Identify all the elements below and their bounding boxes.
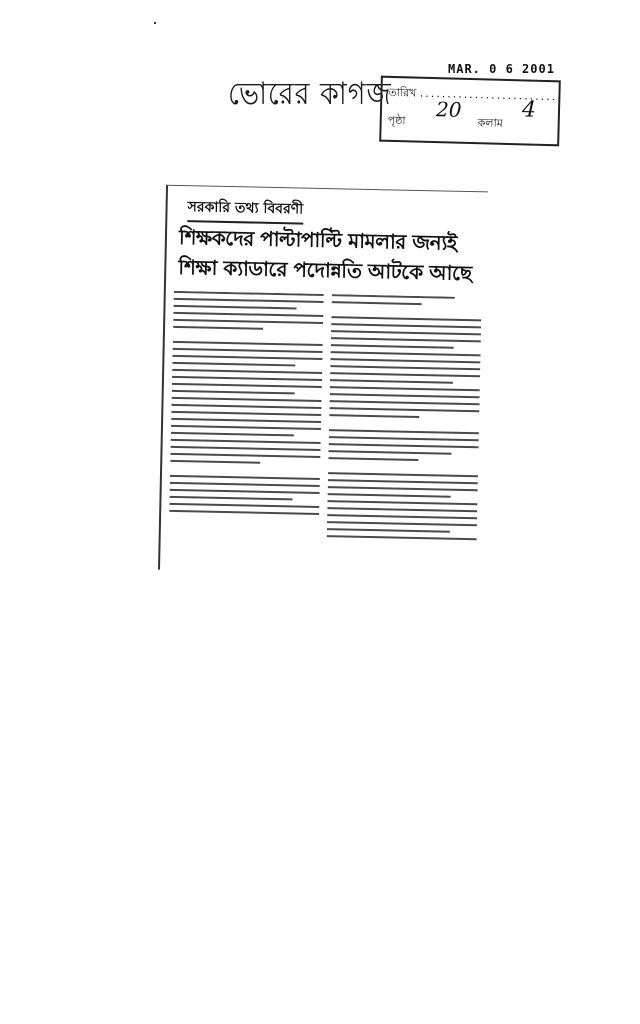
- stamp-dotted-line: .........................: [419, 86, 558, 104]
- headline-line-2: শিক্ষা ক্যাডারে পদোন্নতি আটকে আছে: [178, 254, 472, 286]
- newspaper-name: ভোরের কাগজ: [228, 76, 392, 113]
- stamp-page-label: পৃষ্ঠা: [387, 113, 406, 128]
- stamp-page-value: 20: [435, 97, 462, 122]
- stamp-date-label: তারিখ: [388, 85, 417, 100]
- scan-speck: [154, 22, 156, 24]
- section-tag: সরকারি তথ্য বিবরণী: [187, 195, 303, 224]
- date-stamp: MAR. 0 6 2001: [448, 62, 555, 76]
- newspaper-clipping: [158, 185, 486, 576]
- stamp-page-row: [387, 112, 405, 131]
- stamp-col-value: 4: [521, 97, 537, 123]
- article-column-right: [326, 294, 482, 569]
- filing-stamp: [379, 76, 561, 147]
- article-column-left: [168, 291, 324, 566]
- stamp-col-row: [477, 114, 503, 134]
- stamp-col-label: কলাম: [477, 116, 504, 130]
- headline-line-1: শিক্ষকদের পাল্টাপাল্টি মামলার জন্যই: [178, 224, 458, 255]
